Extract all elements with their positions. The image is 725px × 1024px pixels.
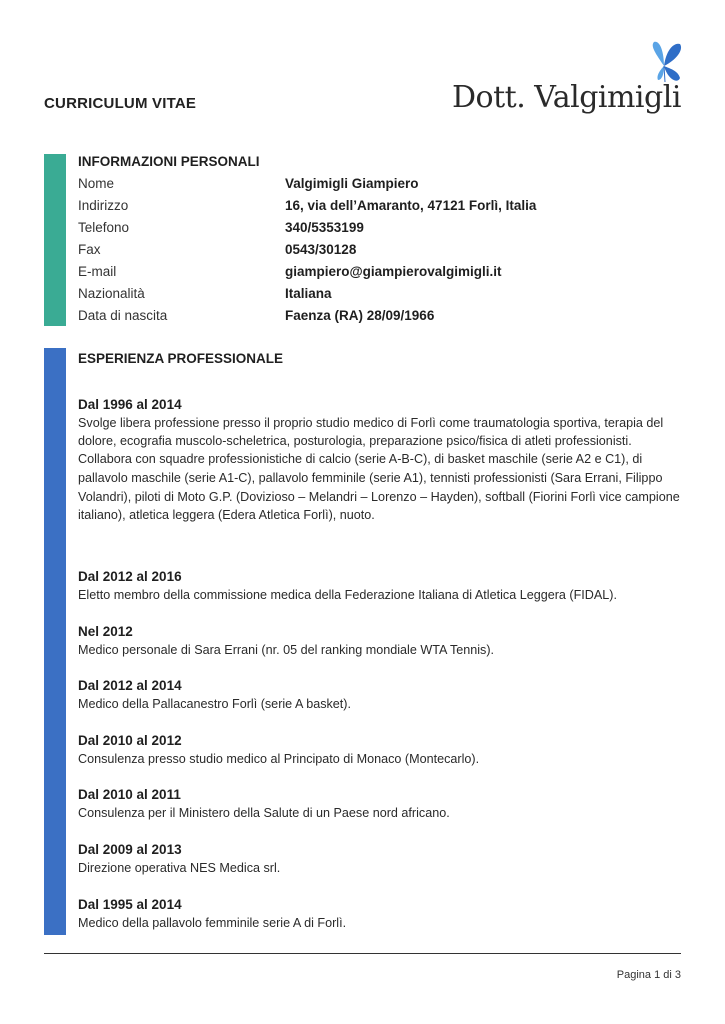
document-title: CURRICULUM VITAE: [44, 95, 197, 112]
info-value: giampiero@giampierovalgimigli.it: [285, 264, 502, 279]
page-number: Pagina 1 di 3: [616, 969, 681, 981]
brand-name: Dott. Valgimigli: [452, 80, 681, 115]
entry-description: Medico della pallavolo femminile serie A di Forlì.: [78, 916, 347, 930]
info-value: 0543/30128: [285, 242, 357, 257]
entry-period: Dal 2012 al 2014: [78, 678, 182, 693]
brand-logo: [452, 40, 692, 120]
footer-divider: [44, 953, 681, 954]
experience-entry: [78, 622, 690, 659]
info-row-fax: [78, 242, 678, 262]
info-label: Nazionalità: [78, 286, 145, 301]
experience-entry: [78, 395, 690, 525]
entry-description: Eletto membro della commissione medica della Federazione Italiana di Atletica Leggera (FIDAL).: [78, 588, 617, 602]
entry-period: Dal 1995 al 2014: [78, 897, 182, 912]
entry-description: Direzione operativa NES Medica srl.: [78, 861, 281, 875]
entry-description: Consulenza per il Ministero della Salute di un Paese nord africano.: [78, 806, 450, 820]
entry-description: Medico della Pallacanestro Forlì (serie A basket).: [78, 697, 351, 711]
info-label: Fax: [78, 242, 101, 257]
info-value: Faenza (RA) 28/09/1966: [285, 308, 435, 323]
info-row-birth: [78, 308, 678, 328]
info-value: 340/5353199: [285, 220, 364, 235]
info-row-nationality: [78, 286, 678, 306]
entry-period: Dal 1996 al 2014: [78, 397, 182, 412]
entry-period: Dal 2010 al 2011: [78, 787, 181, 802]
info-row-phone: [78, 220, 678, 240]
info-label: Data di nascita: [78, 308, 168, 323]
info-row-name: [78, 176, 678, 196]
experience-entry: [78, 731, 690, 768]
info-value: Valgimigli Giampiero: [285, 176, 419, 191]
info-label: Indirizzo: [78, 198, 129, 213]
section-accent-bar-personal: [44, 154, 66, 326]
entry-description: Consulenza presso studio medico al Principato di Monaco (Montecarlo).: [78, 752, 480, 766]
entry-description: Collabora con squadre professionistiche di calcio (serie A-B-C), di basket maschile (serie A2 e C1), di pallavolo maschile (serie A1-C), pallavolo femminile (serie A1), tennisti professionisti (Sara Errani, Filippo Volandri), piloti di Moto G.P. (Dovizioso – Melandri – Lorenzo – Hayden), softball (Fiorini Forlì vice campione italiano), atletica leggera (Edera Atletica Forlì), nuoto.: [78, 452, 680, 523]
info-row-email: [78, 264, 678, 284]
info-value: 16, via dell’Amaranto, 47121 Forlì, Italia: [285, 198, 537, 213]
entry-period: Nel 2012: [78, 624, 133, 639]
experience-entry: [78, 840, 690, 877]
butterfly-icon: [644, 40, 684, 90]
entry-period: Dal 2009 al 2013: [78, 842, 182, 857]
experience-entry: [78, 676, 690, 713]
info-label: Telefono: [78, 220, 130, 235]
entry-description: Svolge libera professione presso il proprio studio medico di Forlì come traumatologia sportiva, terapia del dolore, ecografia muscolo-scheletrica, posturologia, preparazione psico/fisica di atleti professionisti.: [78, 416, 664, 449]
section-heading-experience: ESPERIENZA PROFESSIONALE: [78, 351, 284, 366]
info-label: Nome: [78, 176, 115, 191]
experience-entry: [78, 567, 690, 604]
info-row-address: [78, 198, 678, 218]
info-value: Italiana: [285, 286, 332, 301]
section-heading-personal: INFORMAZIONI PERSONALI: [78, 154, 260, 169]
experience-entry: [78, 895, 690, 932]
experience-entry: [78, 785, 690, 822]
section-accent-bar-experience: [44, 348, 66, 935]
entry-description: Medico personale di Sara Errani (nr. 05 del ranking mondiale WTA Tennis).: [78, 643, 495, 657]
info-label: E-mail: [78, 264, 117, 279]
entry-period: Dal 2012 al 2016: [78, 569, 182, 584]
entry-period: Dal 2010 al 2012: [78, 733, 182, 748]
